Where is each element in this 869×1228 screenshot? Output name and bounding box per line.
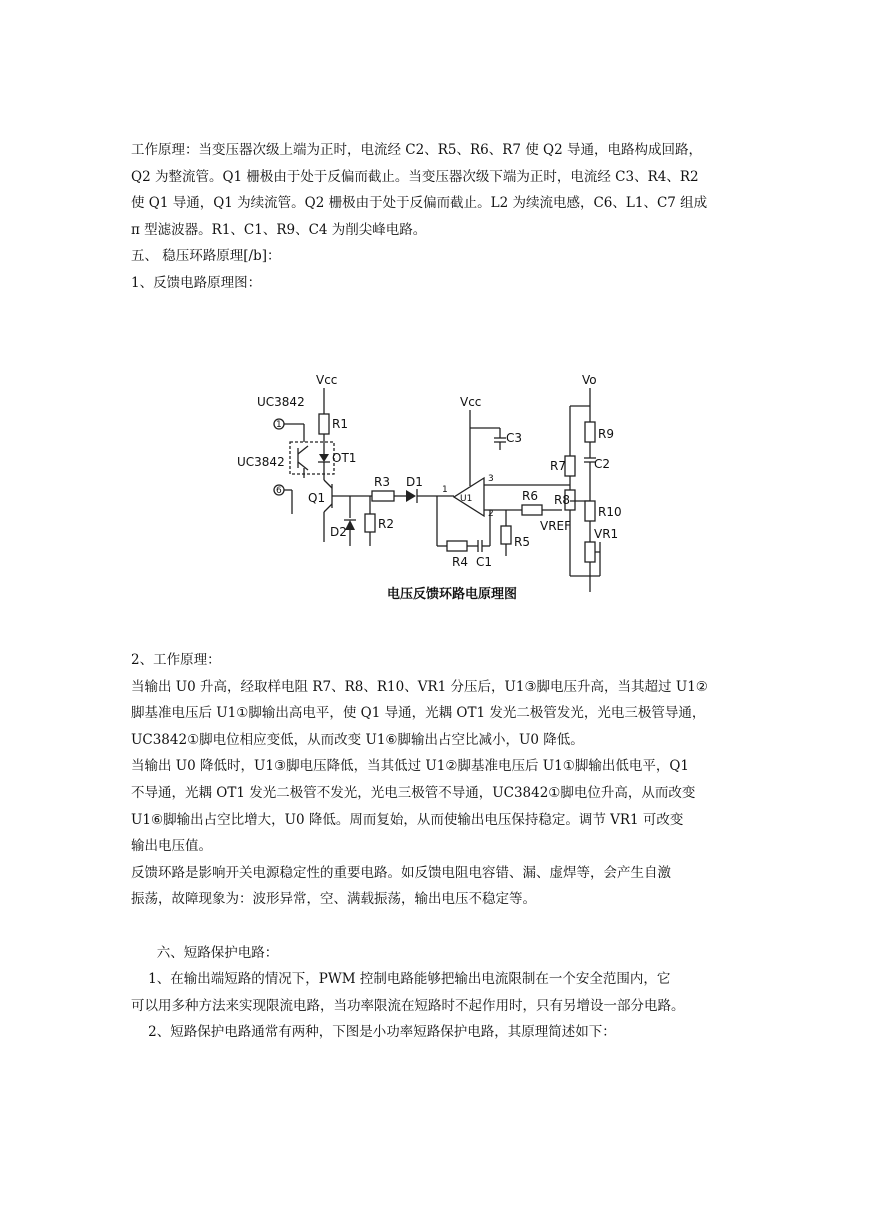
- r6-label: R6: [522, 489, 538, 503]
- intro-text: [131, 137, 751, 297]
- resistor-r6: [522, 505, 542, 515]
- resistor-r9: [585, 422, 595, 442]
- d2-label: D2: [330, 525, 347, 539]
- paragraph-line: Q2 为整流管。Q1 栅极由于处于反偏而截止。当变压器次级下端为正时，电流经 C3、R4、R2: [131, 168, 699, 185]
- resistor-r3: [372, 491, 394, 501]
- paragraph-line: 输出电压值。: [131, 838, 212, 855]
- paragraph-line: 脚基准电压后 U1①脚输出高电平，使 Q1 导通，光耦 OT1 发光二极管发光，光电三极管导通，: [131, 705, 706, 722]
- r5-label: R5: [514, 535, 530, 549]
- resistor-r7: [565, 456, 575, 476]
- r3-label: R3: [374, 475, 390, 489]
- section-heading: 六、短路保护电路：: [131, 944, 279, 961]
- r2-label: R2: [378, 517, 394, 531]
- paragraph-line: 使 Q1 导通，Q1 为续流管。Q2 栅极由于处于反偏而截止。L2 为续流电感，C6、L1、C7 组成: [131, 195, 708, 212]
- paragraph-line: 当输出 U0 降低时，U1③脚电压降低，当其低过 U1②脚基准电压后 U1①脚输出低电平，Q1: [131, 758, 689, 775]
- ot1-label: OT1: [332, 451, 357, 465]
- r4-label: R4: [452, 555, 468, 569]
- svg-text:6: 6: [276, 486, 282, 496]
- svg-text:1: 1: [442, 485, 448, 495]
- paragraph-line: 反馈环路是影响开关电源稳定性的重要电路。如反馈电阻电容错、漏、虚焊等，会产生自激: [131, 864, 671, 881]
- r1-label: R1: [332, 417, 348, 431]
- svg-text:3: 3: [488, 474, 494, 484]
- r9-label: R9: [598, 427, 614, 441]
- paragraph-line: U1⑥脚输出占空比增大，U0 降低。周而复始，从而使输出电压保持稳定。调节 VR1 可改变: [131, 811, 684, 828]
- figure-caption: 电压反馈环路电原理图: [387, 587, 518, 602]
- paragraph-line: 2、工作原理：: [131, 652, 221, 668]
- led-icon: [319, 454, 329, 462]
- resistor-r4: [447, 541, 467, 551]
- working-principle-text: [131, 647, 751, 1046]
- vref-label: VREF: [540, 519, 572, 533]
- c3-label: C3: [506, 431, 523, 445]
- paragraph-line: 2、短路保护电路通常有两种，下图是小功率短路保护电路，其原理简述如下：: [131, 1024, 616, 1041]
- vcc-label: Vcc: [316, 373, 338, 387]
- resistor-r10: [585, 501, 595, 521]
- paragraph-line: 可以用多种方法来实现限流电路，当功率限流在短路时不起作用时，只有另增设一部分电路。: [131, 997, 685, 1014]
- u1-label: U1: [460, 494, 473, 504]
- blank-line: [131, 913, 751, 940]
- paragraph-line: 工作原理：当变压器次级上端为正时，电流经 C2、R5、R6、R7 使 Q2 导通，电路构成回路，: [131, 142, 703, 158]
- feedback-circuit-diagram: [232, 366, 632, 606]
- svg-text:2: 2: [488, 509, 494, 519]
- vo-label: Vo: [582, 373, 597, 387]
- section-heading: 五、 稳压环路原理[/b]：: [131, 248, 281, 265]
- paragraph-line: π 型滤波器。R1、C1、R9、C4 为削尖峰电路。: [131, 221, 427, 238]
- resistor-r5: [501, 526, 511, 544]
- uc3842-label-top: UC3842: [257, 395, 305, 409]
- subsection-heading: 1、反馈电路原理图：: [131, 274, 262, 291]
- d1-label: D1: [406, 475, 423, 489]
- q1-label: Q1: [308, 491, 326, 505]
- paragraph-line: 1、在输出端短路的情况下，PWM 控制电路能够把输出电流限制在一个安全范围内，它: [131, 971, 671, 988]
- paragraph-line: 当输出 U0 升高，经取样电阻 R7、R8、R10、VR1 分压后，U1③脚电压升高，当其超过 U1②: [131, 678, 708, 695]
- paragraph-line: 振荡，故障现象为：波形异常，空、满载振荡，输出电压不稳定等。: [131, 891, 536, 908]
- optocoupler-ot1: [290, 442, 334, 474]
- c1-label: C1: [476, 555, 493, 569]
- r10-label: R10: [598, 505, 622, 519]
- vcc2-label: Vcc: [460, 395, 482, 409]
- diode-d1: [406, 490, 416, 502]
- svg-text:1: 1: [276, 420, 282, 430]
- c2-label: C2: [594, 457, 611, 471]
- uc3842-label-mid: UC3842: [237, 455, 285, 469]
- vr1-label: VR1: [594, 527, 619, 541]
- r8-label: R8: [554, 493, 570, 507]
- paragraph-line: UC3842①脚电位相应变低，从而改变 U1⑥脚输出占空比减小，U0 降低。: [131, 731, 584, 748]
- paragraph-line: 不导通，光耦 OT1 发光二极管不发光，光电三极管不导通，UC3842①脚电位升高，从而改变: [131, 784, 696, 801]
- resistor-r2: [365, 514, 375, 532]
- r7-label: R7: [550, 459, 566, 473]
- resistor-r1: [319, 414, 329, 434]
- potentiometer-vr1: [585, 542, 595, 562]
